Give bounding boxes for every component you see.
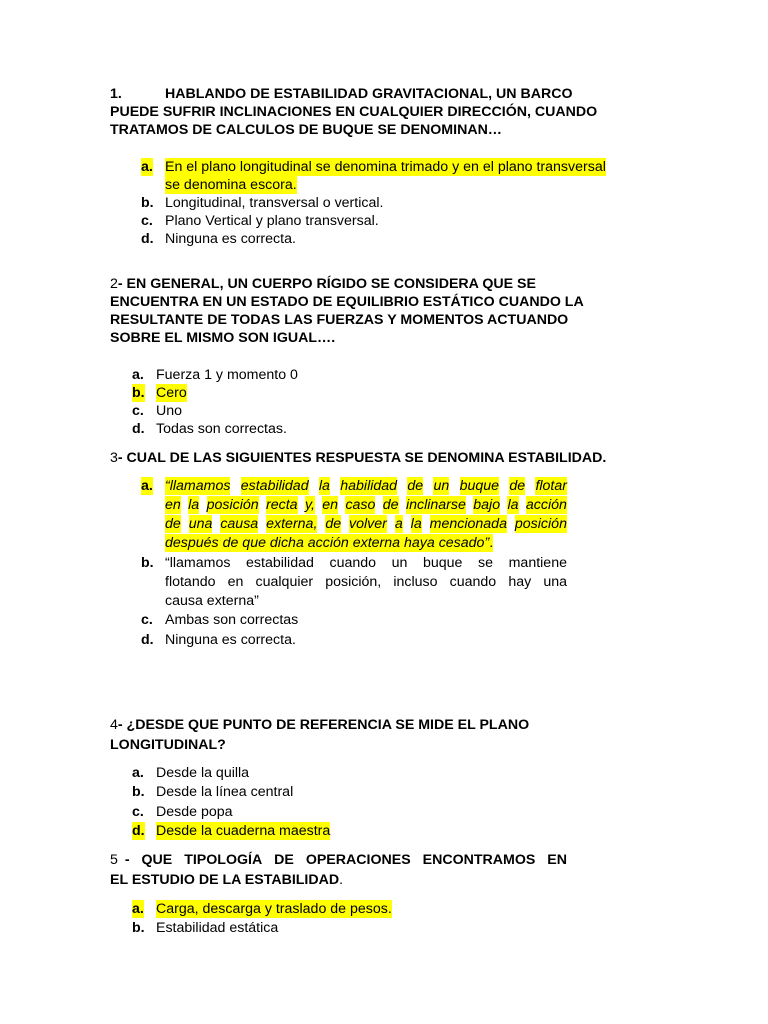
- word: EN: [547, 852, 567, 868]
- word: DE: [274, 852, 294, 868]
- word: la: [410, 516, 422, 532]
- question-2-text-line: RESULTANTE DE TODAS LAS FUERZAS Y MOMENTOS ACTUANDO: [110, 312, 569, 328]
- word: una: [188, 516, 213, 532]
- question-5-text: EL ESTUDIO DE LA ESTABILIDAD: [110, 872, 340, 888]
- option-letter: b.: [132, 920, 145, 936]
- option-text: Desde la cuaderna maestra: [156, 823, 331, 839]
- word: estabilidad: [246, 555, 314, 571]
- word: estabilidad: [240, 478, 309, 494]
- question-3-text: - CUAL DE LAS SIGUIENTES RESPUESTA SE DENOMINA ESTABILIDAD.: [117, 450, 607, 466]
- option-text-line: [165, 477, 567, 495]
- option-text-line: [165, 496, 567, 514]
- option-text: Carga, descarga y traslado de pesos.: [156, 901, 392, 917]
- word: posición: [206, 497, 259, 513]
- question-2-text-line: ENCUENTRA EN UN ESTADO DE EQUILIBRIO ESTÁTICO CUANDO LA: [110, 294, 584, 310]
- option-text: Desde la línea central: [156, 784, 294, 800]
- question-1-text-line: HABLANDO DE ESTABILIDAD GRAVITACIONAL, UN BARCO: [165, 86, 573, 102]
- word: un: [391, 555, 408, 571]
- option-text: después de que dicha acción externa haya cesado”: [165, 535, 490, 551]
- option-letter: d.: [132, 823, 145, 839]
- word: inclinarse: [405, 497, 466, 513]
- question-3-text-line: [110, 449, 606, 467]
- question-5-text-line: [110, 871, 343, 889]
- word: la: [188, 497, 200, 513]
- option-text: Ninguna es correcta.: [165, 231, 296, 247]
- option-letter: b.: [132, 784, 145, 800]
- word: ENCONTRAMOS: [422, 852, 536, 868]
- question-1-text-line: TRATAMOS DE CALCULOS DE BUQUE SE DENOMINAN…: [110, 122, 502, 138]
- option-text-end: .: [489, 535, 494, 551]
- option-text: Desde popa: [156, 804, 233, 820]
- question-4-number: 4: [110, 717, 118, 733]
- option-letter: a.: [141, 159, 153, 175]
- word: cuando: [329, 555, 377, 571]
- word: caso: [345, 497, 376, 513]
- question-1-text-line: PUEDE SUFRIR INCLINACIONES EN CUALQUIER DIRECCIÓN, CUANDO: [110, 104, 598, 120]
- word: -: [124, 852, 130, 868]
- word: causa: [220, 516, 259, 532]
- option-text-line: [165, 534, 493, 552]
- option-letter: b.: [141, 195, 154, 211]
- question-4-text-line: LONGITUDINAL?: [110, 737, 226, 753]
- word: incluso: [393, 574, 438, 590]
- word: hay: [508, 574, 532, 590]
- word: cuando: [449, 574, 497, 590]
- word: en: [322, 497, 339, 513]
- question-2-text-line: SOBRE EL MISMO SON IGUAL….: [110, 330, 336, 346]
- question-3-number: 3: [110, 450, 118, 466]
- question-5-number: 5: [110, 852, 118, 868]
- word: externa,: [266, 516, 318, 532]
- option-letter: d.: [132, 421, 145, 437]
- word: la: [318, 478, 330, 494]
- word: habilidad: [340, 478, 398, 494]
- option-letter: c.: [141, 612, 153, 628]
- option-text-line: [165, 554, 567, 572]
- option-text: Plano Vertical y plano transversal.: [165, 213, 379, 229]
- option-text: Estabilidad estática: [156, 920, 279, 936]
- option-text: En el plano longitudinal se denomina trimado y en el plano transversal: [165, 159, 606, 175]
- option-letter: a.: [141, 478, 153, 494]
- option-text: Ambas son correctas: [165, 612, 299, 628]
- word: en: [227, 574, 244, 590]
- word: mencionada: [429, 516, 507, 532]
- word: de: [407, 478, 424, 494]
- option-text: Fuerza 1 y momento 0: [156, 367, 298, 383]
- word: de: [165, 516, 181, 532]
- word: “llamamos: [165, 478, 231, 494]
- option-letter: a.: [132, 901, 144, 917]
- word: buque: [459, 478, 500, 494]
- word: y,: [304, 497, 315, 513]
- option-letter: b.: [141, 555, 154, 571]
- word: bajo: [473, 497, 501, 513]
- word: OPERACIONES: [305, 852, 411, 868]
- word: volver: [349, 516, 387, 532]
- word: recta: [266, 497, 298, 513]
- option-letter: c.: [132, 403, 144, 419]
- option-text-line: [165, 515, 567, 533]
- option-text-line: [165, 573, 567, 591]
- word: flotando: [165, 574, 216, 590]
- question-1-number: 1.: [110, 86, 122, 102]
- word: mantiene: [508, 555, 567, 571]
- word: flotar: [535, 478, 567, 494]
- question-5-text-line: [110, 851, 567, 869]
- word: se: [478, 555, 494, 571]
- option-text: Longitudinal, transversal o vertical.: [165, 195, 384, 211]
- word: TIPOLOGÍA: [184, 852, 263, 868]
- word: a: [394, 516, 403, 532]
- word: cualquier: [255, 574, 314, 590]
- question-2-text: - EN GENERAL, UN CUERPO RÍGIDO SE CONSIDERA QUE SE: [117, 276, 536, 292]
- word: QUE: [141, 852, 173, 868]
- question-4-text: - ¿DESDE QUE PUNTO DE REFERENCIA SE MIDE EL PLANO: [117, 717, 530, 733]
- word: acción: [525, 497, 567, 513]
- word: posición: [514, 516, 567, 532]
- word: la: [507, 497, 519, 513]
- question-2-text-line: [110, 275, 536, 293]
- option-text: Uno: [156, 403, 183, 419]
- option-letter: c.: [141, 213, 153, 229]
- question-2-number: 2: [110, 276, 118, 292]
- word: en: [165, 497, 181, 513]
- option-text: Desde la quilla: [156, 765, 250, 781]
- option-letter: c.: [132, 804, 144, 820]
- option-text: Todas son correctas.: [156, 421, 287, 437]
- question-5-text-end: .: [339, 872, 344, 888]
- word: un: [433, 478, 450, 494]
- word: una: [543, 574, 567, 590]
- word: de: [382, 497, 399, 513]
- word: “llamamos: [165, 555, 231, 571]
- question-4-text-line: [110, 716, 529, 734]
- option-letter: b.: [132, 385, 145, 401]
- word: de: [509, 478, 526, 494]
- option-text: se denomina escora.: [165, 177, 297, 193]
- option-letter: a.: [132, 765, 144, 781]
- word: de: [325, 516, 342, 532]
- option-letter: d.: [141, 231, 154, 247]
- option-text: Ninguna es correcta.: [165, 632, 296, 648]
- word: posición,: [325, 574, 382, 590]
- option-letter: a.: [132, 367, 144, 383]
- option-text: Cero: [156, 385, 187, 401]
- option-text: causa externa”: [165, 593, 259, 609]
- option-letter: d.: [141, 632, 154, 648]
- word: buque: [422, 555, 463, 571]
